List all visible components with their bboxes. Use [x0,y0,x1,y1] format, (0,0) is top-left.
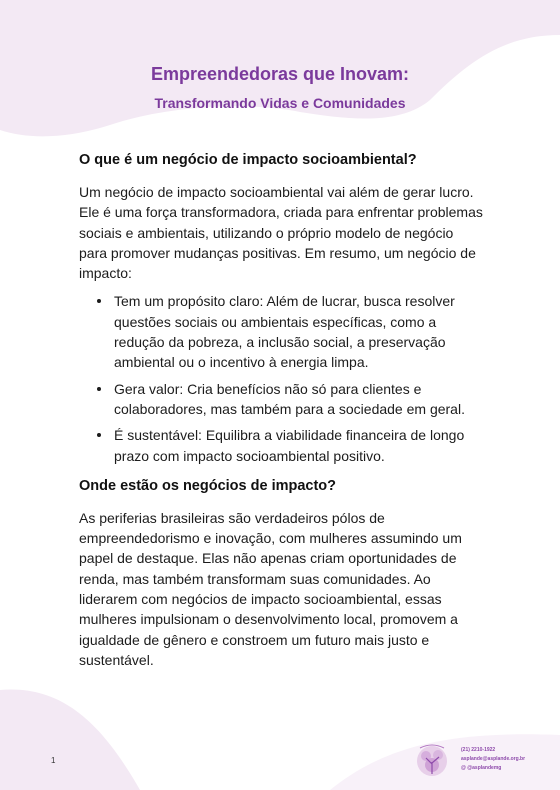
page-title: Empreendedoras que Inovam: [150,64,410,84]
contact-phone: (21) 2210-1922 [461,747,496,753]
bullet-item [79,291,484,372]
bullet-text: É sustentável: Equilibra a viabilidade financeira de longo prazo com impacto socioambiental positivo. [114,427,465,464]
bullet-item [79,425,484,466]
section-paragraph-what-is: Um negócio de impacto socioambiental vai além de gerar lucro. Ele é uma força transformadora, criada para enfrentar problemas sociais e ambientais, utilizando o próprio modelo de negócio para promover mudanças positivas. Em resumo, um negócio de impacto: [79,184,483,282]
bullet-item [79,379,484,420]
footer-contacts [461,746,525,773]
bullet-icon [97,387,101,391]
contact-email: asplande@asplande.org.br [461,756,526,762]
contact-social: @ @asplandemg [461,765,502,771]
bullet-icon [97,299,101,303]
page-number: 1 [51,756,56,765]
bullet-text: Tem um propósito claro: Além de lucrar, busca resolver questões sociais ou ambientais específicas, como a redução da pobreza, a inclusão social, a preservação ambiental ou o incentivo à energia limpa. [114,293,455,371]
section-heading-where: Onde estão os negócios de impacto? [79,477,337,494]
impact-bullet-list [79,291,484,465]
bullet-icon [97,433,101,437]
section-paragraph-where: As periferias brasileiras são verdadeiros pólos de empreendedorismo e inovação, com mulheres assumindo um papel de destaque. Elas não apenas criam oportunidades de renda, mas também transformam suas comunidades. Ao liderarem com negócios de impacto socioambiental, essas mulheres impulsionam o desenvolvimento local, promovem a igualdade de gênero e constroem um futuro mais justo e sustentável. [79,509,462,668]
bullet-text: Gera valor: Cria benefícios não só para clientes e colaboradores, mas também para a sociedade em geral. [114,380,465,417]
page-subtitle: Transformando Vidas e Comunidades [154,95,406,111]
section-heading-what-is: O que é um negócio de impacto socioambiental? [79,152,417,168]
organization-logo-icon [412,740,452,780]
main-content [79,150,484,678]
